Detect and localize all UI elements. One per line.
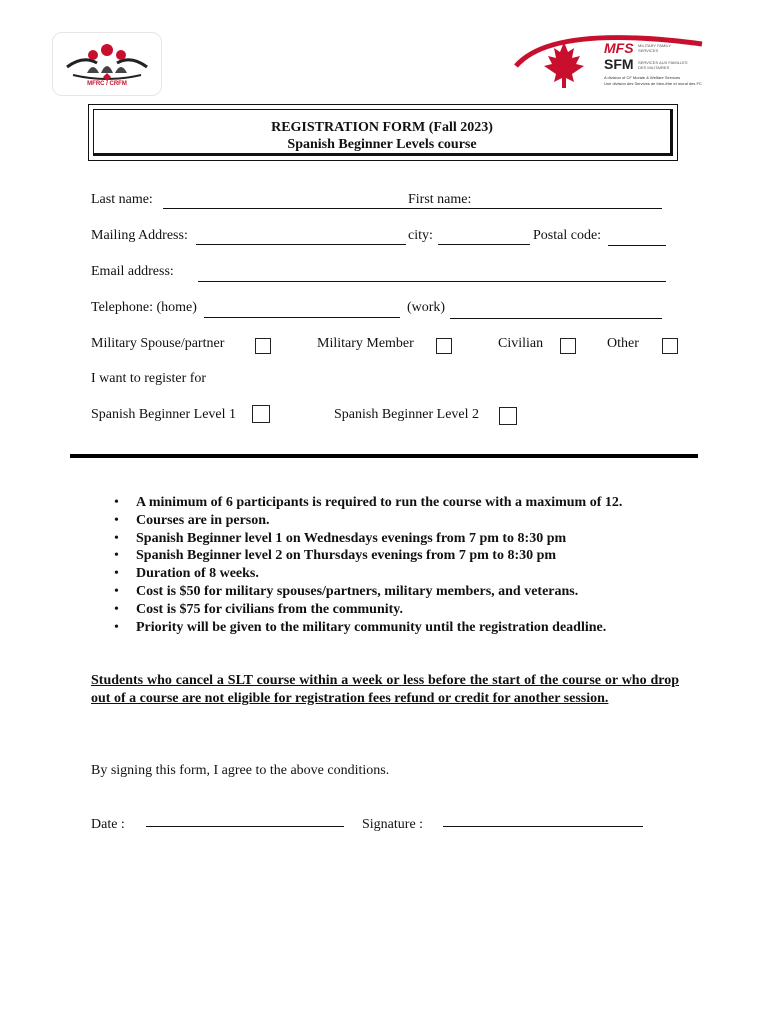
title-box	[88, 104, 678, 161]
status-other-label: Other	[607, 336, 639, 351]
list-item: • Spanish Beginner level 1 on Wednesdays evenings from 7 pm to 8:30 pm	[114, 530, 567, 546]
last-name-label: Last name:	[91, 192, 153, 207]
bullet-icon: •	[114, 512, 119, 528]
form-subtitle: Spanish Beginner Levels course	[287, 137, 477, 152]
course-level2-label: Spanish Beginner Level 2	[334, 407, 480, 422]
course-level1-checkbox[interactable]	[252, 405, 270, 423]
signature-label: Signature :	[362, 817, 424, 832]
last-name-field[interactable]	[163, 208, 398, 209]
first-name-label: First name:	[408, 192, 472, 207]
list-item: • Priority will be given to the military community until the registration deadline.	[114, 619, 607, 635]
bullet-icon: •	[114, 601, 119, 617]
bullet-icon: •	[114, 619, 119, 635]
date-field[interactable]	[146, 826, 344, 827]
course-level2-checkbox[interactable]	[499, 407, 517, 425]
sfm-line2: DES MILITAIRES	[638, 65, 670, 70]
section-divider	[70, 454, 698, 458]
list-item: • Cost is $75 for civilians from the community.	[114, 601, 404, 617]
email-label: Email address:	[91, 264, 174, 279]
division-line-fr: Une division des Services de bien-être et moral des FC	[604, 81, 702, 86]
conditions-list	[108, 494, 708, 636]
date-label: Date :	[91, 817, 125, 832]
mailing-address-label: Mailing Address:	[91, 228, 188, 243]
postal-code-label: Postal code:	[533, 228, 602, 243]
division-line-en: A division of CF Morale & Welfare Services	[604, 75, 681, 80]
mailing-address-field[interactable]	[196, 244, 406, 245]
status-other-checkbox[interactable]	[662, 338, 678, 354]
list-item: • Duration of 8 weeks.	[114, 566, 259, 582]
bullet-icon: •	[114, 566, 119, 582]
status-spouse-checkbox[interactable]	[255, 338, 271, 354]
sfm-line1: SERVICES AUX FAMILLES	[638, 60, 688, 65]
mfs-wordmark: MFS	[604, 40, 634, 56]
telephone-home-label: Telephone: (home)	[91, 300, 197, 315]
bullet-icon: •	[114, 583, 119, 599]
mfs-sfm-logo	[512, 26, 708, 94]
mfrc-logo-text: MFRC / CRFM	[87, 81, 127, 87]
course-level1-label: Spanish Beginner Level 1	[91, 407, 237, 422]
status-civilian-label: Civilian	[498, 336, 544, 351]
telephone-home-field[interactable]	[204, 317, 400, 318]
mfs-line2: SERVICES	[638, 48, 659, 53]
postal-code-field[interactable]	[608, 245, 666, 246]
register-prompt: I want to register for	[91, 371, 207, 386]
bullet-icon: •	[114, 548, 119, 564]
email-field[interactable]	[198, 281, 666, 282]
form-title: REGISTRATION FORM (Fall 2023)	[271, 120, 493, 135]
sfm-wordmark: SFM	[604, 56, 634, 72]
status-member-label: Military Member	[317, 336, 414, 351]
list-item: • A minimum of 6 participants is required to run the course with a maximum of 12.	[114, 495, 623, 510]
signature-field[interactable]	[443, 826, 643, 827]
bullet-icon: •	[114, 495, 119, 510]
status-civilian-checkbox[interactable]	[560, 338, 576, 354]
city-field[interactable]	[438, 244, 530, 245]
first-name-field[interactable]	[398, 208, 662, 209]
city-label: city:	[408, 228, 433, 243]
agreement-text: By signing this form, I agree to the above conditions.	[91, 763, 390, 778]
list-item: • Courses are in person.	[114, 512, 270, 528]
telephone-work-label: (work)	[407, 300, 446, 315]
mfs-line1: MILITARY FAMILY	[638, 43, 672, 48]
mfrc-logo	[52, 32, 162, 96]
bullet-icon: •	[114, 530, 119, 546]
list-item: • Spanish Beginner level 2 on Thursdays evenings from 7 pm to 8:30 pm	[114, 548, 557, 564]
list-item: • Cost is $50 for military spouses/partners, military members, and veterans.	[114, 583, 579, 599]
cancellation-note: Students who cancel a SLT course within a week or less before the start of the course or who drop out of a course are not eligible for registration fees refund or credit for another session.	[91, 673, 679, 706]
telephone-work-field[interactable]	[450, 318, 662, 319]
status-spouse-label: Military Spouse/partner	[91, 336, 225, 351]
status-member-checkbox[interactable]	[436, 338, 452, 354]
